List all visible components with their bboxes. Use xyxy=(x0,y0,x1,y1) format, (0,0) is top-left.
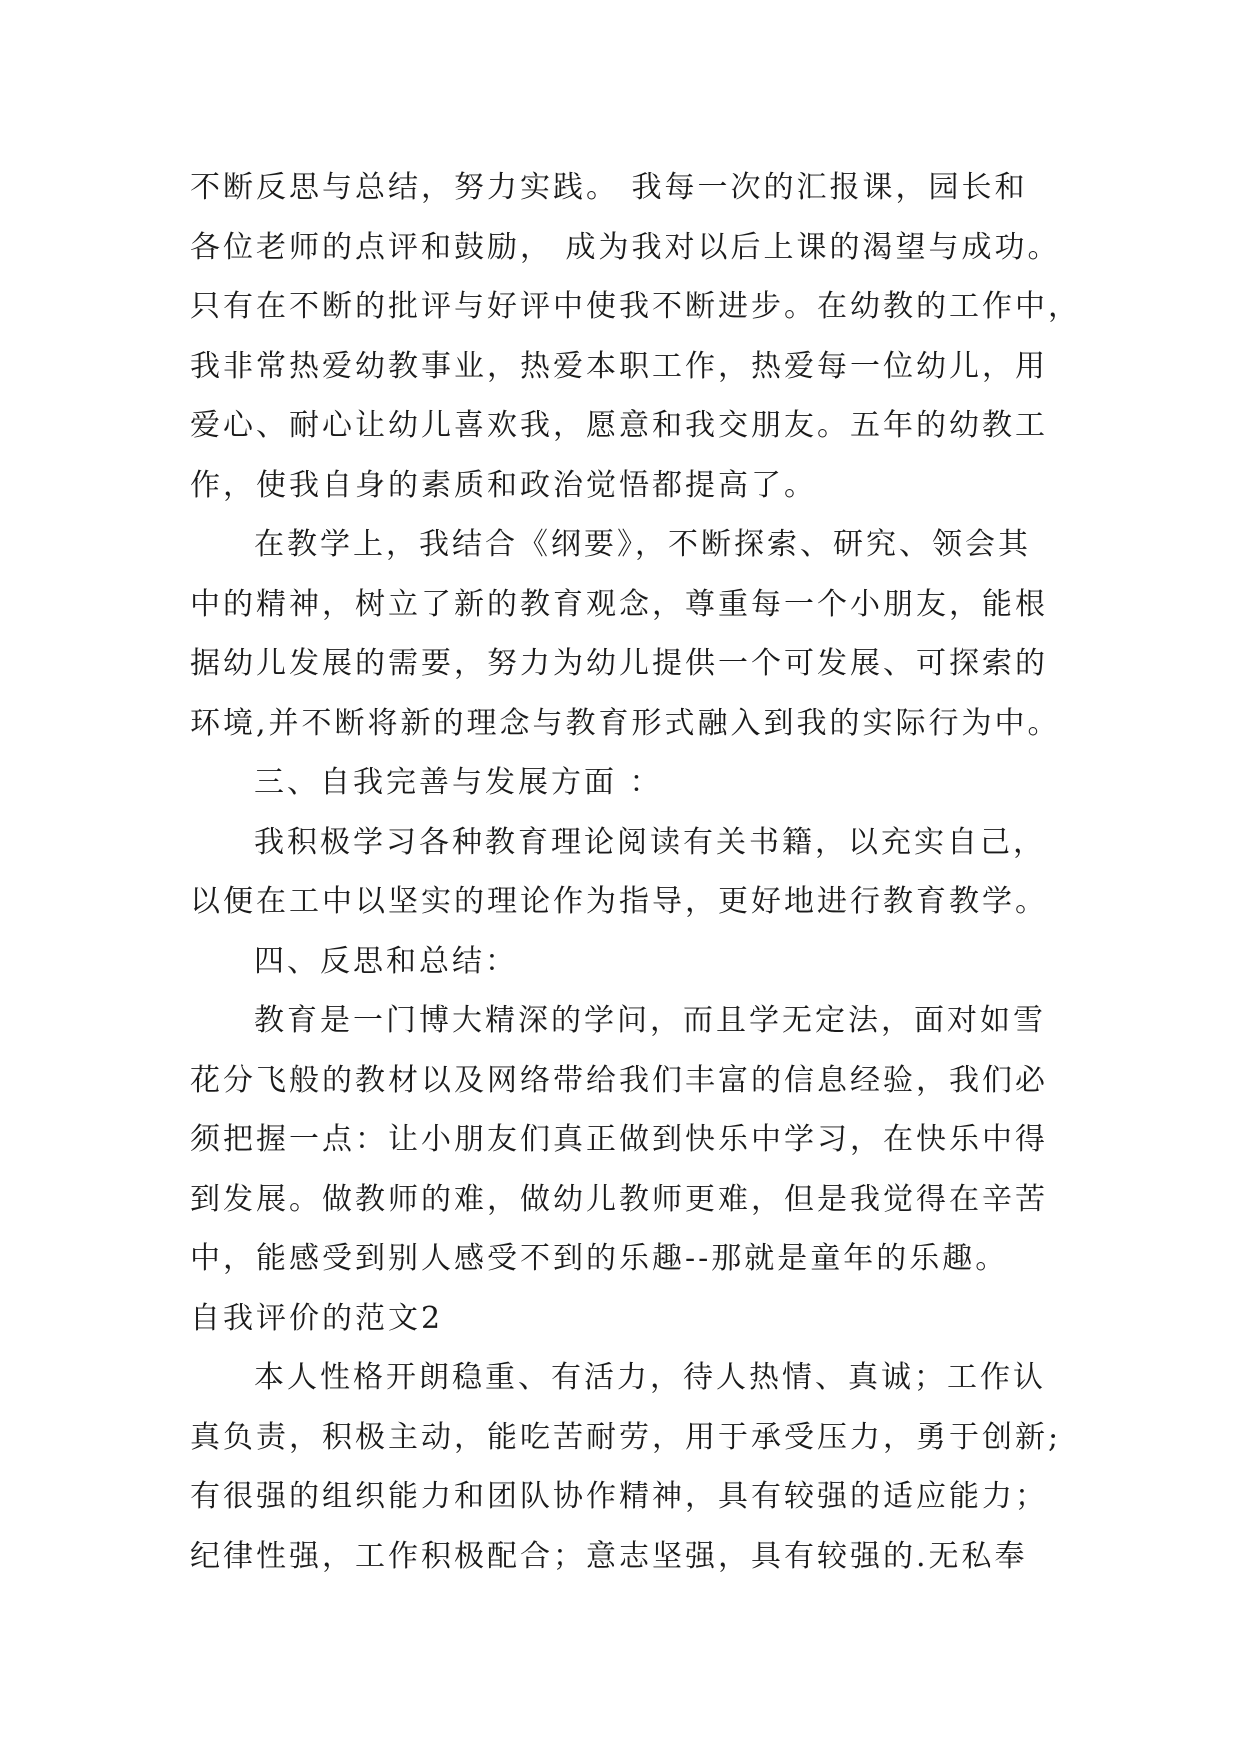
text-line: 须把握一点：让小朋友们真正做到快乐中学习，在快乐中得 xyxy=(190,1122,1048,1157)
paragraph-first-line: 我积极学习各种教育理论阅读有关书籍，以充实自己， xyxy=(254,824,1046,860)
text-line: 到发展。做教师的难，做幼儿教师更难，但是我觉得在辛苦 xyxy=(190,1181,1048,1217)
text-line: 以便在工中以坚实的理论作为指导，更好地进行教育教学。 xyxy=(190,884,1048,919)
text-line: 爱心、耐心让幼儿喜欢我，愿意和我交朋友。五年的幼教工 xyxy=(190,408,1048,443)
text-line: 作，使我自身的素质和政治觉悟都提高了。 xyxy=(190,467,817,503)
text-line: 不断反思与总结，努力实践。 我每一次的汇报课，园长和 xyxy=(190,170,1028,205)
document-body xyxy=(190,158,1090,1586)
text-line: 中的精神，树立了新的教育观念，尊重每一个小朋友，能根 xyxy=(190,586,1048,622)
text-line: 只有在不断的批评与好评中使我不断进步。在幼教的工作中， xyxy=(190,289,1081,324)
paragraph-first-line: 在教学上，我结合《纲要》，不断探索、研究、领会其 xyxy=(254,527,1031,562)
paragraph-first-line: 教育是一门博大精深的学问，而且学无定法，面对如雪 xyxy=(254,1003,1046,1038)
text-line: 有很强的组织能力和团队协作精神，具有较强的适应能力； xyxy=(190,1479,1048,1514)
section-heading: 四、反思和总结： xyxy=(254,943,518,979)
text-line: 各位老师的点评和鼓励， 成为我对以后上课的渴望与成功。 xyxy=(190,229,1061,265)
article-title: 自我评价的范文2 xyxy=(190,1300,444,1336)
text-line: 据幼儿发展的需要，努力为幼儿提供一个可发展、可探索的 xyxy=(190,646,1048,681)
text-line: 我非常热爱幼教事业，热爱本职工作，热爱每一位幼儿，用 xyxy=(190,348,1048,384)
text-line: 纪律性强，工作积极配合；意志坚强，具有较强的.无私奉 xyxy=(190,1538,1028,1574)
section-heading: 三、自我完善与发展方面 ： xyxy=(254,765,663,800)
paragraph-first-line: 本人性格开朗稳重、有活力，待人热情、真诚；工作认 xyxy=(254,1360,1046,1395)
text-line: 真负责，积极主动，能吃苦耐劳，用于承受压力，勇于创新; xyxy=(190,1419,1062,1455)
text-line: 中，能感受到别人感受不到的乐趣--那就是童年的乐趣。 xyxy=(190,1241,1009,1276)
text-line: 环境,并不断将新的理念与教育形式融入到我的实际行为中。 xyxy=(190,705,1061,741)
text-line: 花分飞般的教材以及网络带给我们丰富的信息经验，我们必 xyxy=(190,1062,1048,1098)
